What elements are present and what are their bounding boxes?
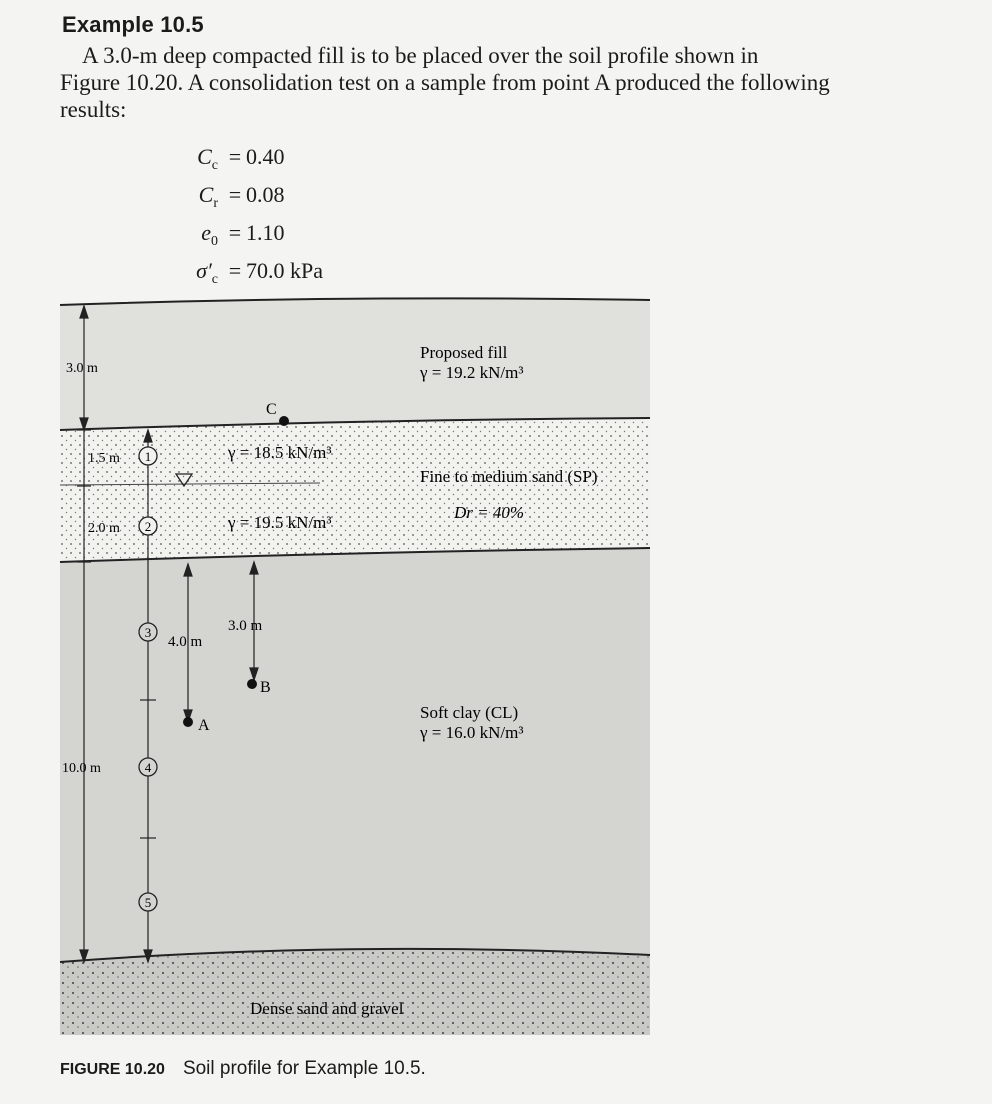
gravel-label: Dense sand and gravel [250,999,404,1018]
layer-num-3: 3 [144,625,152,640]
param-cr: $C_r$ = 0.08 [198,182,285,211]
dim-a-label: 4.0 m [168,634,203,650]
layer-num-4: 4 [144,760,152,775]
paragraph-line-2: Figure 10.20. A consolidation test on a sample from point A produced the following [60,70,830,95]
paragraph-line-3: results: [60,97,127,122]
figure-number: FIGURE 10.20 [60,1061,165,1078]
layer-num-1: 1 [144,449,152,464]
dim-sand2-label: 2.0 m [88,521,120,536]
layer-num-5: 5 [144,895,152,910]
figure-caption [60,1058,426,1080]
sand-label: Fine to medium sand (SP) [420,467,598,486]
point-c-marker [279,416,289,426]
point-a-label: A [198,717,210,734]
example-heading: Example 10.5 [62,12,204,37]
clay-gamma: γ = 16.0 kN/m³ [420,723,524,742]
parameter-list [158,142,323,294]
dim-sand1-label: 1.5 m [88,451,120,466]
dim-b-label: 3.0 m [228,618,263,634]
sand-dr: Dr = 40% [454,503,525,522]
sand-gamma-1: γ = 18.5 kN/m³ [228,443,332,462]
point-b-label: B [260,679,271,696]
paragraph-line-1: A 3.0-m deep compacted fill is to be placed over the soil profile shown in [82,43,759,68]
clay-label: Soft clay (CL) [420,703,519,722]
point-c-label: C [266,401,277,418]
fill-label: Proposed fill [420,343,508,362]
caption-text: Soil profile for Example 10.5. [182,1058,426,1079]
param-cc: $C_c$ = 0.40 [197,144,285,173]
point-a-marker [183,717,193,727]
dim-clay-label: 10.0 m [62,761,101,776]
fill-gamma: γ = 19.2 kN/m³ [420,363,524,382]
layer-num-2: 2 [144,519,152,534]
problem-paragraph [60,42,930,123]
dim-fill-label: 3.0 m [66,361,98,376]
soil-profile-figure [60,290,660,1050]
param-sigma-c: $\sigma'_c$ = 70.0 kPa [196,258,323,287]
param-e0: $e_0$ = 1.10 [201,220,285,249]
fill-layer [60,298,650,430]
sand-gamma-2: γ = 19.5 kN/m³ [228,513,332,532]
point-b-marker [247,679,257,689]
